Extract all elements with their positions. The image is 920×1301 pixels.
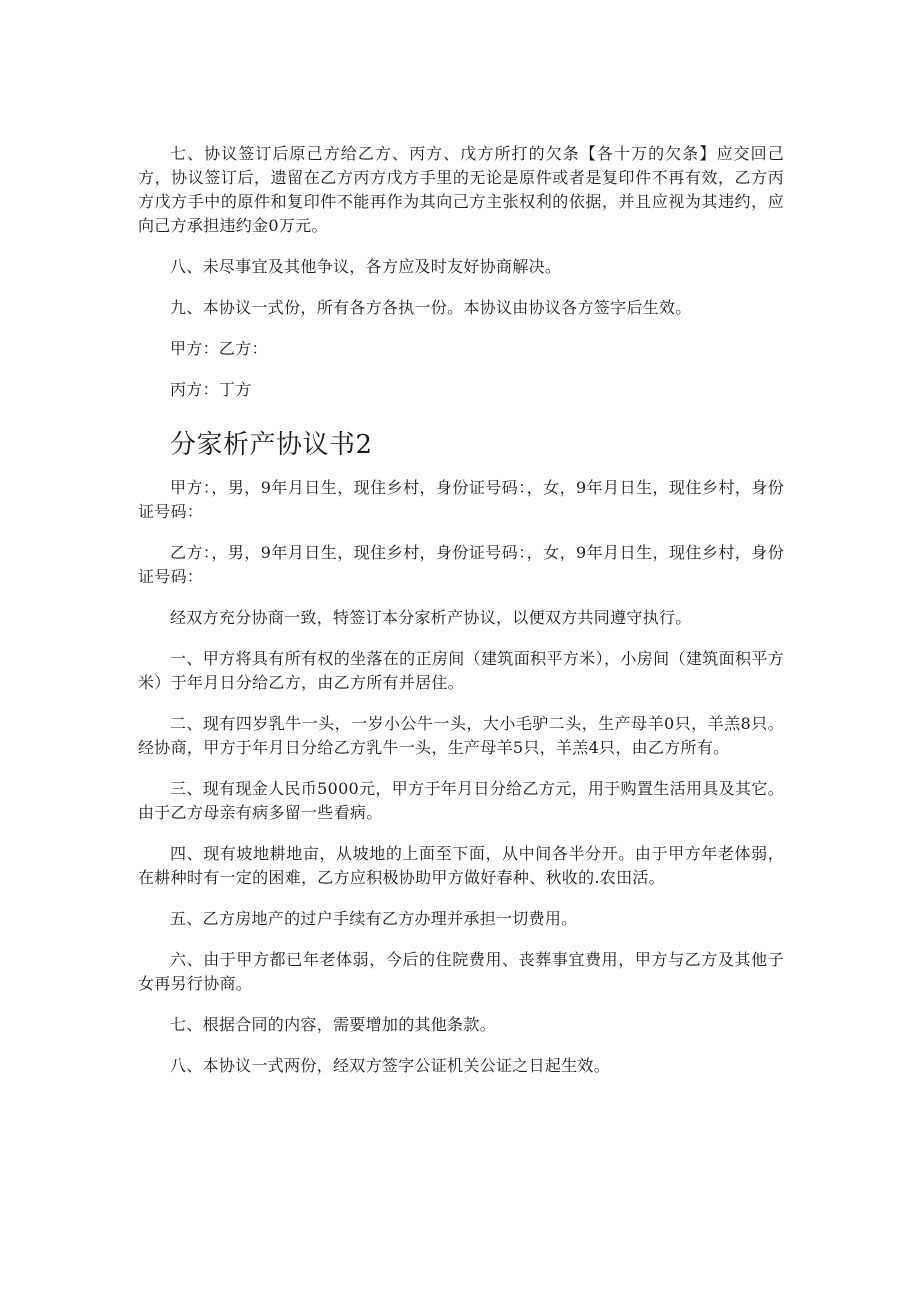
clause-4-paragraph: 四、现有坡地耕地亩，从坡地的上面至下面，从中间各半分开。由于甲方年老体弱，在耕种时有一定的困难，乙方应积极协助甲方做好春种、秋收的.农田活。 — [138, 844, 784, 887]
clause-3-paragraph: 三、现有现金人民币5000元，甲方于年月日分给乙方元，用于购置生活用具及其它。由于乙方母亲有病多留一些看病。 — [138, 779, 784, 822]
clause-5-paragraph: 五、乙方房地产的过户手续有乙方办理并承担一切费用。 — [170, 909, 578, 928]
section-title: 分家析产协议书2 — [170, 430, 373, 460]
clause-7-paragraph: 七、协议签订后原己方给乙方、丙方、戊方所打的欠条【各十万的欠条】应交回己方，协议签订后，遗留在乙方丙方戊方手里的无论是原件或者是复印件不再有效，乙方丙方戊方手中的原件和复印件不能再作为其向己方主张权利的依据，并且应视为其违约，应向己方承担违约金0万元。 — [138, 144, 784, 235]
document-page — [138, 0, 784, 1078]
clause-2-paragraph: 二、现有四岁乳牛一头，一岁小公牛一头，大小毛驴二头，生产母羊0只，羊羔8只。经协商，甲方于年月日分给乙方乳牛一头，生产母羊5只，羊羔4只，由乙方所有。 — [138, 714, 784, 757]
clause-9-paragraph: 九、本协议一式份，所有各方各执一份。本协议由协议各方签字后生效。 — [170, 298, 692, 317]
clause-8b-paragraph: 八、本协议一式两份，经双方签字公证机关公证之日起生效。 — [170, 1056, 611, 1075]
party-a-paragraph: 甲方：，男，9年月日生，现住乡村，身份证号码：，女，9年月日生，现住乡村，身份证号码： — [138, 478, 784, 521]
party-b-paragraph: 乙方：，男，9年月日生，现住乡村，身份证号码：，女，9年月日生，现住乡村，身份证号码： — [138, 543, 784, 586]
clause-7b-paragraph: 七、根据合同的内容，需要增加的其他条款。 — [170, 1015, 497, 1034]
clause-6-paragraph: 六、由于甲方都已年老体弱，今后的住院费用、丧葬事宜费用，甲方与乙方及其他子女再另行协商。 — [138, 950, 784, 993]
signature-line-2: 丙方：丁方 — [170, 380, 252, 399]
clause-8-paragraph: 八、未尽事宜及其他争议，各方应及时友好协商解决。 — [170, 257, 562, 276]
intro-paragraph: 经双方充分协商一致，特签订本分家析产协议，以便双方共同遵守执行。 — [170, 608, 692, 627]
clause-1-paragraph: 一、甲方将具有所有权的坐落在的正房间（建筑面积平方米），小房间（建筑面积平方米）于年月日分给乙方，由乙方所有并居住。 — [138, 649, 784, 692]
signature-line-1: 甲方：乙方： — [170, 339, 268, 358]
